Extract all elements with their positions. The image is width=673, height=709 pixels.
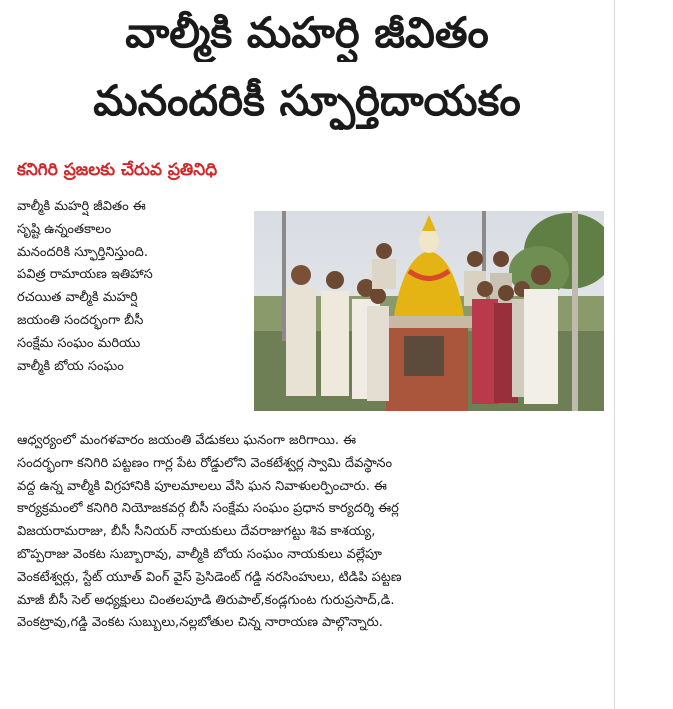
- body-line: వెంకటేశ్వర్లు, స్టేట్ యూత్ వింగ్ వైస్ ప్రెసిడెంట్ గడ్డి నరసింహులు, టిడిపి పట్టణ: [17, 569, 402, 585]
- headline-line-2: మనందరికీ స్ఫూర్తిదాయకం: [93, 76, 521, 125]
- headline-line-1: వాల్మీకి మహర్షి జీవితం: [125, 8, 489, 57]
- body-line: మనందరికి స్ఫూర్తినిస్తుంది.: [17, 244, 148, 260]
- body-line: జయంతి సందర్భంగా బీసీ: [17, 312, 144, 328]
- body-line: విజయరామరాజు, బీసీ సీనియర్ నాయకులు దేవరాజుగట్టు శివ కాశయ్య,: [17, 524, 376, 540]
- body-line: సృష్టి ఉన్నంతకాలం: [17, 221, 112, 237]
- body-line: బొప్పరాజు వెంకట సుబ్బారావు, వాల్మీకి బోయ సంఘం నాయకులు వల్లేపూ: [17, 546, 382, 562]
- body-full-width: [17, 430, 607, 635]
- body-line: పవిత్ర రామాయణ ఇతిహాస: [17, 267, 153, 283]
- body-line: వద్ద ఉన్న వాల్మీకి విగ్రహానికి పూలమాలలు వేసి ఘన నివాళులర్పించారు. ఈ: [17, 478, 387, 494]
- body-line: వాల్మీకి మహర్షి జీవితం ఈ: [17, 199, 146, 214]
- body-line: వెంకట్రావు,గడ్డి వెంకట సుబ్బులు,నల్లబోతుల చిన్న నారాయణ పాల్గొన్నారు.: [17, 615, 383, 631]
- body-line: సంక్షేమ సంఘం మరియు: [17, 335, 141, 351]
- event-photo: [254, 211, 604, 411]
- body-left-column: [17, 196, 245, 378]
- body-line: ఆధ్వర్యంలో మంగళవారం జయంతి వేడుకలు ఘనంగా జరిగాయి. ఈ: [17, 433, 357, 448]
- body-line: కార్యక్రమంలో కనిగిరి నియోజకవర్గ బీసీ సంక్షేమ సంఘం ప్రధాన కార్యదర్శి ఈర్ల: [17, 501, 399, 517]
- body-line: సందర్భంగా కనిగిరి పట్టణం గార్ల పేట రోడ్డులోని వెంకటేశ్వర్ల స్వామి దేవస్థానం: [17, 455, 393, 471]
- body-line: రచయిత వాల్మీకి మహర్షి: [17, 290, 138, 306]
- dateline: కనిగిరి ప్రజలకు చేరువ ప్రతినిధి: [17, 160, 218, 180]
- body-line: మాజీ బీసీ సెల్ అధ్యక్షులు చింతలపూడి తిరుపాల్,కండ్లగుంట గురుప్రసాద్,డి.: [17, 592, 395, 608]
- body-line: వాల్మీకి బోయ సంఘం: [17, 358, 124, 374]
